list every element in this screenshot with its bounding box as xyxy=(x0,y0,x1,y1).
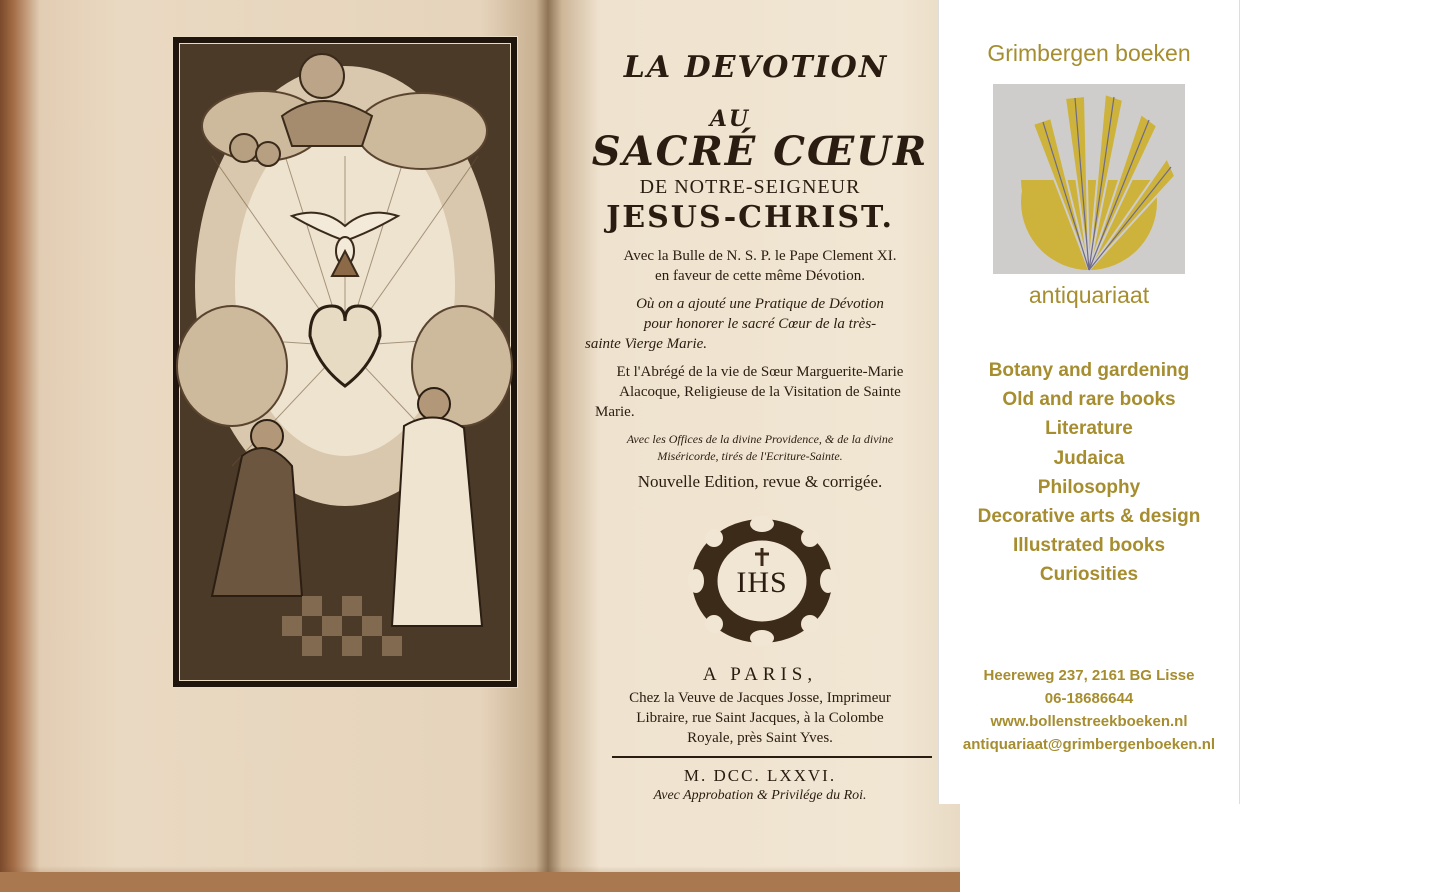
pratique-line-1: Où on a ajouté une Pratique de Dévotion xyxy=(636,296,884,312)
woodcut-illustration xyxy=(172,36,518,688)
category-philosophy: Philosophy xyxy=(1037,477,1141,498)
edition-line: Nouvelle Edition, revue & corrigée. xyxy=(637,472,883,491)
address: Heereweg 237, 2161 BG Lisse xyxy=(983,667,1195,684)
title-rule xyxy=(612,756,932,758)
ihs-seal xyxy=(688,516,836,646)
printer-line-3: Royale, près Saint Yves. xyxy=(687,730,833,746)
year-line: M. DCC. LXXVI. xyxy=(683,766,837,785)
category-old-rare: Old and rare books xyxy=(1002,389,1176,410)
category-decorative-arts: Decorative arts & design xyxy=(977,506,1201,527)
pratique-line-3: sainte Vierge Marie. xyxy=(585,336,708,352)
email: antiquariaat@grimbergenboeken.nl xyxy=(962,736,1216,753)
website: www.bollenstreekboeken.nl xyxy=(990,713,1188,730)
category-curiosities: Curiosities xyxy=(1039,564,1139,585)
pratique-line-2: pour honorer le sacré Cœur de la très- xyxy=(643,316,877,332)
bulle-line-2: en faveur de cette même Dévotion. xyxy=(655,268,865,284)
privilege-line: Avec Approbation & Privilége du Roi. xyxy=(653,788,867,803)
offices-line-2: Miséricorde, tirés de l'Ecriture-Sainte. xyxy=(657,449,843,463)
printer-line-2: Libraire, rue Saint Jacques, à la Colombe xyxy=(636,710,884,726)
abrege-line-3: Marie. xyxy=(595,404,635,420)
category-judaica: Judaica xyxy=(1053,448,1125,469)
phone: 06-18686644 xyxy=(1044,690,1134,707)
shop-name: Grimbergen boeken xyxy=(987,40,1191,66)
title-line-3: SACRÉ CŒUR xyxy=(591,128,929,175)
title-line-4: DE NOTRE-SEIGNEUR xyxy=(639,176,861,198)
printer-line-1: Chez la Veuve de Jacques Josse, Imprimeur xyxy=(629,690,891,706)
place-line: A PARIS, xyxy=(702,664,818,685)
category-botany: Botany and gardening xyxy=(988,360,1190,381)
logo xyxy=(993,84,1185,274)
bookseller-bookmark xyxy=(938,0,1240,804)
title-line-2: AU xyxy=(709,106,751,132)
book-edge xyxy=(0,872,960,892)
category-literature: Literature xyxy=(1045,418,1133,439)
title-line-5: JESUS-CHRIST. xyxy=(606,200,894,235)
category-illustrated: Illustrated books xyxy=(1012,535,1166,556)
seal-text: IHS xyxy=(736,566,788,599)
shop-subtitle: antiquariaat xyxy=(1028,282,1150,308)
bulle-line-1: Avec la Bulle de N. S. P. le Pape Clement XI. xyxy=(623,248,897,264)
offices-line-1: Avec les Offices de la divine Providence, & de la divine xyxy=(626,432,894,446)
abrege-line-1: Et l'Abrégé de la vie de Sœur Marguerite-Marie xyxy=(616,364,904,380)
abrege-line-2: Alacoque, Religieuse de la Visitation de Sainte xyxy=(619,384,901,400)
title-line-1: LA DEVOTION xyxy=(623,50,889,85)
